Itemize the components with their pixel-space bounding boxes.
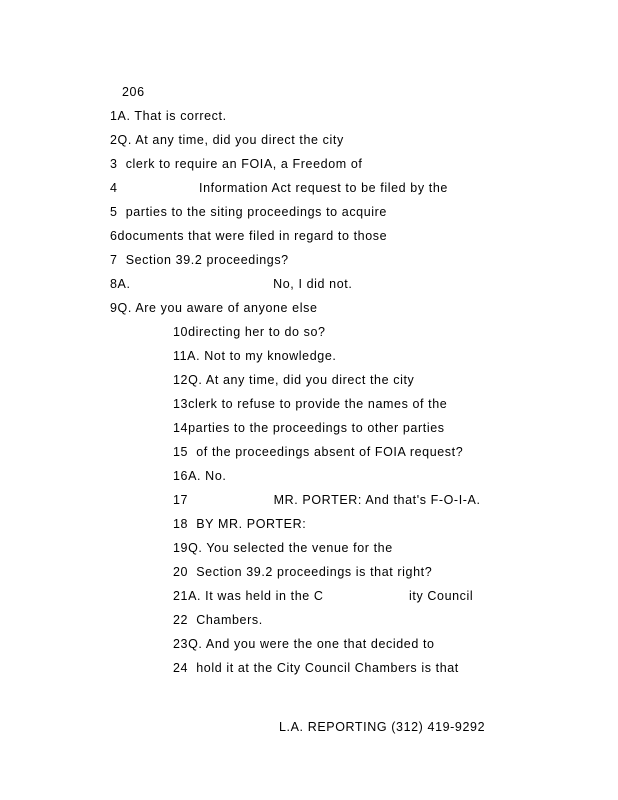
transcript-line-8: 8A. No, I did not. (110, 277, 353, 291)
court-reporter-footer: L.A. REPORTING (312) 419-9292 (279, 720, 486, 734)
transcript-line-9: 9Q. Are you aware of anyone else (110, 301, 318, 315)
transcript-line-4: 4 Information Act request to be filed by the (110, 181, 448, 195)
transcript-line-5: 5 parties to the siting proceedings to acquire (110, 205, 387, 219)
transcript-line-22: 22 Chambers. (173, 613, 263, 627)
transcript-line-21: 21A. It was held in the C ity Council (173, 589, 474, 603)
transcript-line-7: 7 Section 39.2 proceedings? (110, 253, 289, 267)
transcript-line-1: 1A. That is correct. (110, 109, 227, 123)
transcript-line-23: 23Q. And you were the one that decided to (173, 637, 435, 651)
transcript-line-10: 10directing her to do so? (173, 325, 326, 339)
transcript-line-15: 15 of the proceedings absent of FOIA request? (173, 445, 464, 459)
page-number: 206 (122, 85, 145, 99)
transcript-line-18: 18 BY MR. PORTER: (173, 517, 307, 531)
transcript-line-3: 3 clerk to require an FOIA, a Freedom of (110, 157, 363, 171)
transcript-line-20: 20 Section 39.2 proceedings is that right? (173, 565, 433, 579)
transcript-line-2: 2Q. At any time, did you direct the city (110, 133, 344, 147)
transcript-line-13: 13clerk to refuse to provide the names of the (173, 397, 448, 411)
transcript-line-14: 14parties to the proceedings to other parties (173, 421, 445, 435)
transcript-line-6: 6documents that were filed in regard to those (110, 229, 388, 243)
transcript-line-24: 24 hold it at the City Council Chambers is that (173, 661, 459, 675)
transcript-line-17: 17 MR. PORTER: And that's F-O-I-A. (173, 493, 481, 507)
transcript-line-11: 11A. Not to my knowledge. (173, 349, 337, 363)
transcript-line-16: 16A. No. (173, 469, 227, 483)
transcript-line-19: 19Q. You selected the venue for the (173, 541, 393, 555)
transcript-line-12: 12Q. At any time, did you direct the city (173, 373, 415, 387)
